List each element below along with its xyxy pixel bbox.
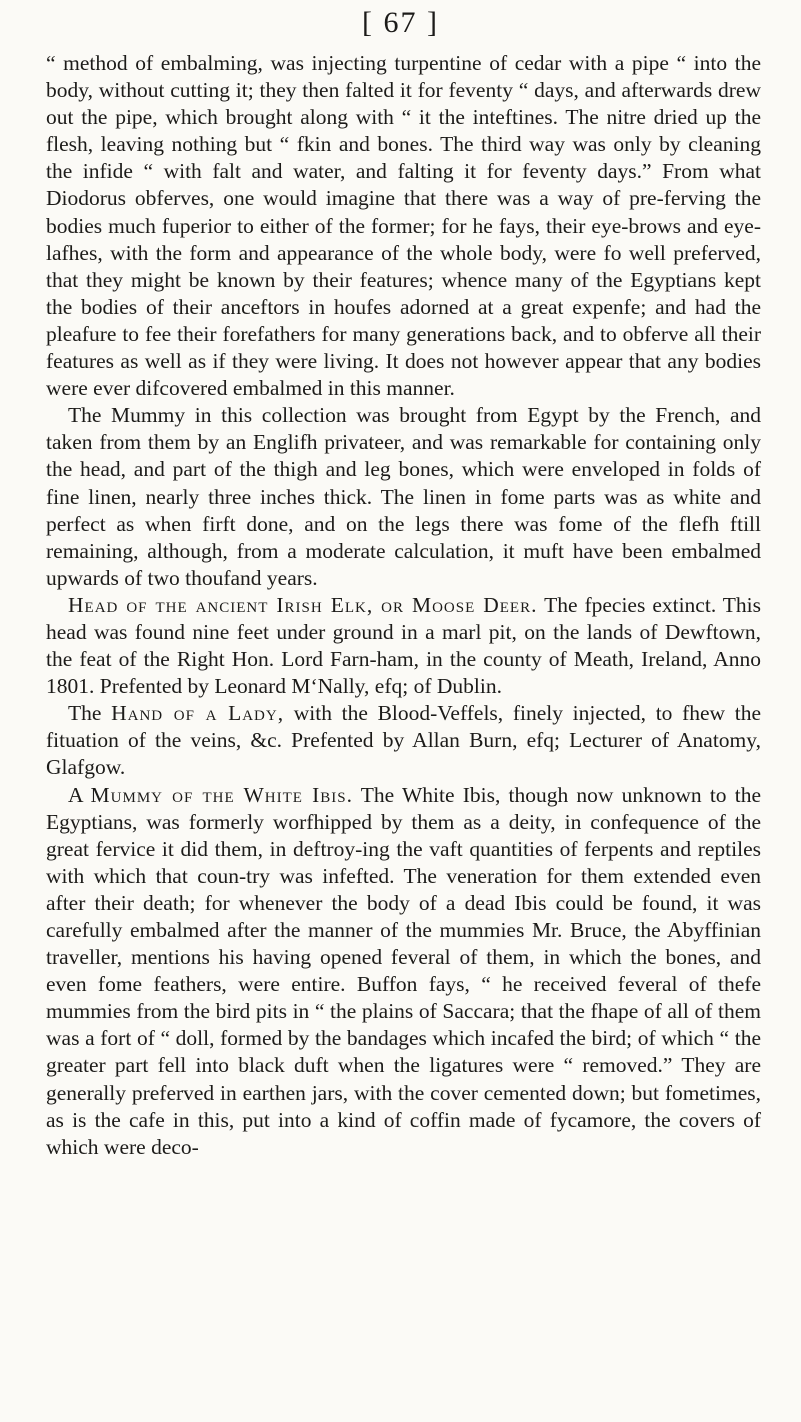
entry-text-irish-elk: The fpecies extinct. This head was found nine feet under ground in a marl pit, on the lands of Dewftown, the feat of the Right Hon. Lord Farn-ham, in the county of Meath, Ireland, Anno 1801. Prefented by Leonard M‘Nally, efq; of Dublin. [46,592,762,699]
entry-text-white-ibis: The White Ibis, though now unknown to the Egyptians, was formerly worfhipped by them as a deity, in confequence of the great fervice it did them, in deftroy-ing the vaft quantities of ferpents and reptiles with which that coun-try was infefted. The veneration for them extended even after their death; for whenever the body of a dead Ibis could be found, it was carefully embalmed after the manner of the mummies Mr. Bruce, the Abyffinian traveller, mentions his having opened feveral of them, in which the bones, and even fome feathers, were entire. Buffon fays, “ he received feveral of thefe mummies from the bird pits in “ the plains of Saccara; that the fhape of all of them was a fort of “ doll, formed by the bandages which incafed the bird; of which “ the greater part fell into black duft when the ligatures were “ removed.” They are generally preferved in earthen jars, with the cover cemented down; but fometimes, as is the cafe in this, put into a kind of coffin made of fycamore, the covers of which were deco- [46,782,761,1159]
body-text [46,50,761,1161]
entry-prefix-hand: The [68,701,112,726]
paragraph-hand-of-lady [46,700,761,781]
entry-prefix-ibis: A [68,782,91,807]
entry-text-hand-of-lady: with the Blood-Veffels, finely injected, to fhew the fituation of the veins, &c. Prefented by Allan Burn, efq; Lecturer of Anatomy, Glafgow. [46,701,761,780]
entry-heading-hand-of-lady: Hand of a Lady, [111,701,285,726]
paragraph-embalming-quote: “ method of embalming, was injecting turpentine of cedar with a pipe “ into the body, without cutting it; they then falted it for feventy “ days, and afterwards drew out the pipe, which brought along with “ it the inteftines. The nitre dried up the flesh, leaving nothing but “ fkin and bones. The third way was only by cleaning the infide “ with falt and water, and falting it for feventy days.” From what Diodorus obferves, one would imagine that there was a way of pre-ferving the bodies much fuperior to either of the former; for he fays, their eye-brows and eye-lafhes, with the form and appearance of the whole body, were fo well preferved, that they might be known by their features; whence many of the Egyptians kept the bodies of their anceftors in houfes adorned at a great expenfe; and had the pleafure to fee their forefathers for many generations back, and to obferve all their features as well as if they were living. It does not however appear that any bodies were ever difcovered embalmed in this manner. [46,51,761,401]
page-number: [ 67 ] [362,6,439,39]
paragraph-mummy: The Mummy in this collection was brought from Egypt by the French, and taken from them by an Englifh privateer, and was remarkable for containing only the head, and part of the thigh and leg bones, which were enveloped in folds of fine linen, nearly three inches thick. The linen in fome parts was as white and perfect as when firft done, and on the legs there was fome of the flefh ftill remaining, although, from a moderate calculation, it muft have been embalmed upwards of two thoufand years. [46,403,761,590]
entry-heading-irish-elk: Head of the ancient Irish Elk, or Moose Deer. [68,592,538,617]
entry-heading-white-ibis: Mummy of the White Ibis. [90,782,353,807]
paragraph-white-ibis [46,782,761,1161]
paragraph-irish-elk [46,592,761,700]
